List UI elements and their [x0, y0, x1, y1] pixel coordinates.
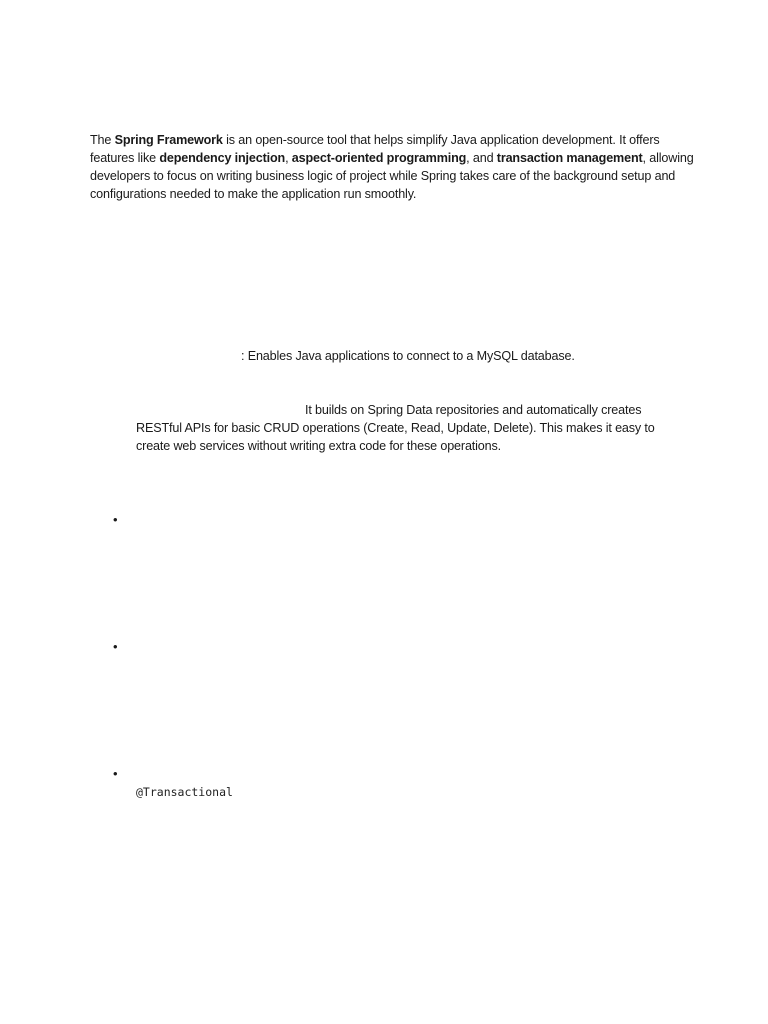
intro-text-3: ,: [285, 151, 292, 165]
term-transaction-management: transaction management: [496, 151, 643, 165]
term-aop: aspect-oriented programming: [291, 151, 467, 165]
term-spring-framework: Spring Framework: [114, 133, 223, 147]
rest-description-rest: RESTful APIs for basic CRUD operations (Create, Read, Update, Delete). This makes it easy to create web services without writing extra code for these operations.: [136, 421, 655, 453]
intro-text-2: is an open-source tool that helps simplify Java application development. It offers features like: [90, 133, 660, 165]
list-bullet-2: •: [113, 639, 118, 654]
rest-repositories-description: [136, 401, 676, 455]
term-dependency-injection: dependency injection: [159, 151, 286, 165]
list-bullet-3: •: [113, 766, 118, 781]
mysql-connector-description: : Enables Java applications to connect to a MySQL database.: [241, 349, 575, 363]
intro-text-5: , allowing developers to focus on writing business logic of project while Spring takes care of the background setup and configurations needed to make the application run smoothly.: [90, 151, 694, 201]
intro-paragraph: [90, 131, 700, 203]
code-transactional-annotation: @Transactional: [136, 785, 233, 799]
list-bullet-1: •: [113, 512, 118, 527]
intro-text-4: , and: [466, 151, 497, 165]
rest-description-line-1: It builds on Spring Data repositories and automatically creates: [305, 403, 642, 417]
intro-text-1: The: [90, 133, 115, 147]
